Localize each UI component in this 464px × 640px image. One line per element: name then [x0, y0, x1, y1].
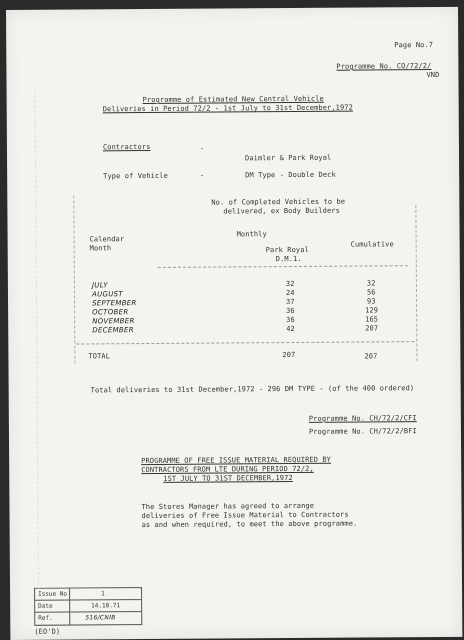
programme-reference-cfi: Programme No. CH/72/2/CFI: [308, 414, 417, 423]
initials: VND: [426, 70, 440, 80]
park-royal-header: Park Royal: [265, 245, 309, 255]
total-label: TOTAL: [88, 352, 111, 361]
ref-label: Ref.: [38, 614, 53, 622]
page-number: Page No.7: [394, 41, 434, 50]
programme-reference: Programme No. CO/72/2/: [336, 62, 432, 71]
free-issue-heading-3: 1ST JULY TO 31ST DECEMBER,1972: [163, 474, 293, 483]
vehicle-type-value: DM Type - Double Deck: [245, 170, 336, 180]
table-header-top-1: No. of Completed Vehicles to be: [211, 197, 346, 207]
issue-no-value: 1: [101, 590, 105, 598]
total-monthly: 207: [282, 350, 296, 360]
free-issue-heading-2: CONTRACTORS FROM LTE DURING PERIOD 72/2,: [141, 464, 314, 475]
contractors-label: Contractors: [102, 142, 151, 152]
row-monthly-4: 36: [286, 306, 295, 316]
row-cumulative-3: 93: [367, 297, 376, 306]
body-line-1: The Stores Manager has agreed to arrange: [141, 501, 315, 512]
month-header: Month: [89, 244, 112, 253]
total-rule: [76, 341, 414, 344]
row-cumulative-1: 32: [366, 279, 376, 288]
row-month-1: JULY: [91, 281, 108, 290]
date-label: Date: [38, 602, 53, 610]
table-header-top-2: delivered, ex Body Builders: [223, 206, 340, 216]
header-rule: [158, 265, 408, 268]
body-line-3: as and when required, to meet the above programme.: [141, 519, 358, 530]
issue-box: [34, 587, 142, 626]
title-line-1: Programme of Estimated New Central Vehicle: [142, 94, 324, 105]
contractors-dash: -: [199, 144, 205, 153]
row-cumulative-6: 207: [365, 324, 379, 333]
row-monthly-6: 42: [286, 324, 295, 334]
row-monthly-3: 37: [286, 297, 295, 307]
document-page: [6, 7, 462, 640]
title-line-2: Deliveries in Period 72/2 - 1st July to 31st December,1972: [102, 103, 353, 114]
row-monthly-2: 24: [285, 288, 295, 298]
row-month-2: AUGUST: [91, 290, 123, 299]
footer-code: (EO'D): [34, 627, 61, 636]
table-left-border: [73, 196, 75, 364]
row-monthly-1: 32: [285, 279, 295, 289]
row-cumulative-2: 56: [366, 288, 376, 297]
issue-no-label: Issue No: [38, 590, 68, 598]
margin-line: [35, 90, 39, 590]
monthly-header: Monthly: [236, 230, 267, 239]
dm1-header: D.M.1.: [275, 254, 302, 264]
row-month-3: SEPTEMBER: [92, 299, 137, 308]
programme-reference-bfi: Programme No. CH/72/2/BFI: [308, 427, 417, 436]
body-line-2: deliveries of Free Issue Material to Contractors: [141, 510, 349, 521]
vehicle-type-label: Type of Vehicle: [103, 171, 168, 181]
table-right-border: [415, 205, 417, 361]
contractors-value: Daimler & Park Royal: [245, 153, 332, 163]
cumulative-header: Cumulative: [350, 240, 394, 249]
calendar-header: Calendar: [89, 235, 125, 244]
total-deliveries-note: Total deliveries to 31st December,1972 - 296 DM TYPE - (of the 400 ordered): [90, 384, 415, 395]
row-month-5: NOVEMBER: [92, 317, 135, 326]
vehicle-type-dash: -: [200, 171, 205, 180]
row-monthly-5: 36: [286, 315, 295, 325]
row-cumulative-4: 129: [365, 306, 379, 315]
row-cumulative-5: 165: [365, 315, 379, 324]
ref-value: 516/CNIB: [85, 614, 116, 622]
free-issue-heading-1: PROGRAMME OF FREE ISSUE MATERIAL REQUIRED BY: [141, 455, 332, 466]
total-cumulative: 207: [364, 352, 378, 361]
date-value: 14.10.71: [91, 602, 121, 610]
row-month-6: DECEMBER: [92, 326, 134, 335]
row-month-4: OCTOBER: [92, 308, 129, 317]
